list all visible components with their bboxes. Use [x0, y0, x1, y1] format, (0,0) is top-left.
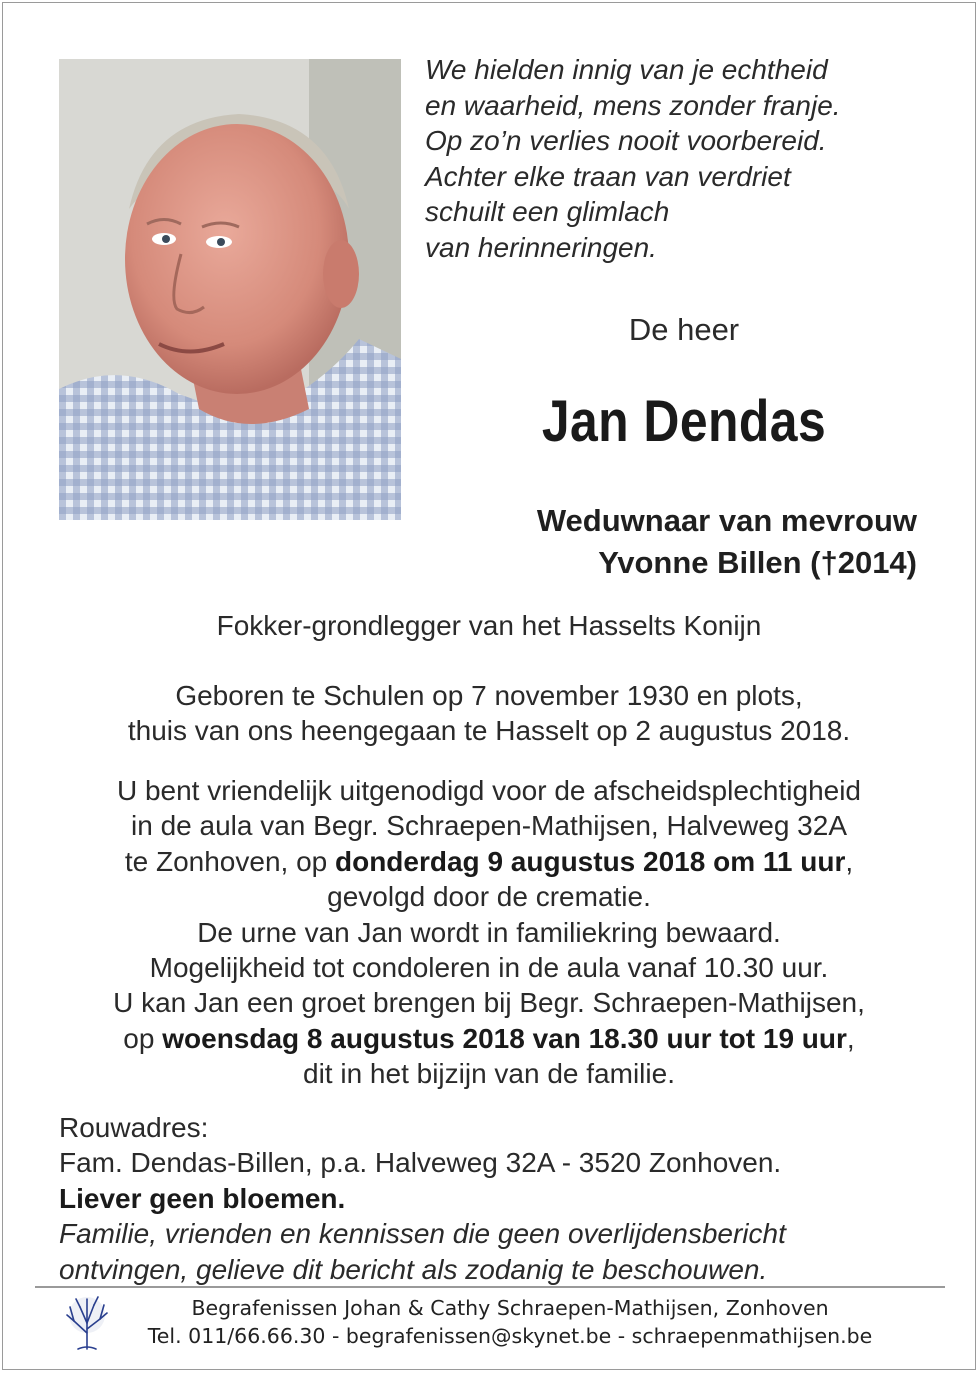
ceremony-line-5: De urne van Jan wordt in familiekring bewaard. — [197, 916, 781, 948]
poem-line: Achter elke traan van verdriet — [425, 160, 791, 192]
poem-line: schuilt een glimlach — [425, 196, 670, 228]
widower-line-1: Weduwnaar van mevrouw — [536, 503, 917, 538]
visitation-date: woensdag 8 augustus 2018 van 18.30 uur tot 19 uur — [162, 1022, 847, 1054]
ceremony-line-6: Mogelijkheid tot condoleren in de aula vanaf 10.30 uur. — [149, 952, 829, 984]
ceremony-line-8-post: , — [846, 1022, 855, 1054]
address-label: Rouwadres: — [59, 1112, 209, 1143]
address-line: Fam. Dendas-Billen, p.a. Halveweg 32A - 3520 Zonhoven. — [59, 1147, 782, 1179]
ceremony-line-4: gevolgd door de crematie. — [327, 881, 651, 913]
ceremony-info — [40, 773, 938, 1092]
ceremony-date: donderdag 9 augustus 2018 om 11 uur — [335, 845, 846, 877]
footer-line-2: Tel. 011/66.66.30 - begrafenissen@skynet.be - schraepenmathijsen.be — [147, 1324, 873, 1348]
ceremony-line-1: U bent vriendelijk uitgenodigd voor de afscheidsplechtigheid — [116, 775, 862, 806]
birth-death-info — [40, 678, 938, 749]
funeral-home-footer — [110, 1294, 910, 1350]
ceremony-line-9: dit in het bijzijn van de familie. — [303, 1058, 675, 1090]
ceremony-line-8-pre: op — [123, 1022, 163, 1054]
born-line-1: Geboren te Schulen op 7 november 1930 en plots, — [175, 680, 803, 711]
poem-line: We hielden innig van je echtheid — [425, 54, 828, 85]
widower-info — [430, 500, 917, 584]
poem — [425, 52, 945, 266]
poem-line: van herinneringen. — [425, 231, 657, 263]
poem-line: en waarheid, mens zonder franje. — [425, 89, 841, 121]
poem-line: Op zo’n verlies nooit voorbereid. — [425, 125, 827, 157]
ceremony-line-3-pre: te Zonhoven, op — [124, 845, 335, 877]
mourning-address — [59, 1110, 939, 1287]
footer-divider — [35, 1286, 945, 1288]
deceased-name: Jan Dendas — [541, 389, 827, 454]
notice-note-1: Familie, vrienden en kennissen die geen overlijdensbericht — [59, 1218, 786, 1250]
ceremony-line-3-post: , — [845, 845, 854, 877]
ceremony-line-3 — [40, 844, 938, 879]
ceremony-line-8 — [40, 1021, 938, 1056]
ceremony-line-7: U kan Jan een groet brengen bij Begr. Schraepen-Mathijsen, — [113, 987, 865, 1019]
no-flowers-note: Liever geen bloemen. — [59, 1182, 346, 1214]
founder-text: Fokker-grondlegger van het Hasselts Konijn — [216, 610, 762, 641]
footer-line-1: Begrafenissen Johan & Cathy Schraepen-Mathijsen, Zonhoven — [191, 1296, 829, 1320]
notice-note-2: ontvingen, gelieve dit bericht als zodanig te beschouwen. — [59, 1253, 768, 1285]
tree-logo-icon — [62, 1293, 112, 1351]
portrait-photo — [59, 59, 401, 520]
ceremony-line-2: in de aula van Begr. Schraepen-Mathijsen, Halveweg 32A — [131, 810, 847, 842]
founder-line — [40, 608, 938, 643]
honorific: De heer — [628, 312, 740, 347]
born-line-2: thuis van ons heengegaan te Hasselt op 2 augustus 2018. — [127, 715, 851, 747]
widower-line-2: Yvonne Billen (†2014) — [598, 545, 917, 580]
